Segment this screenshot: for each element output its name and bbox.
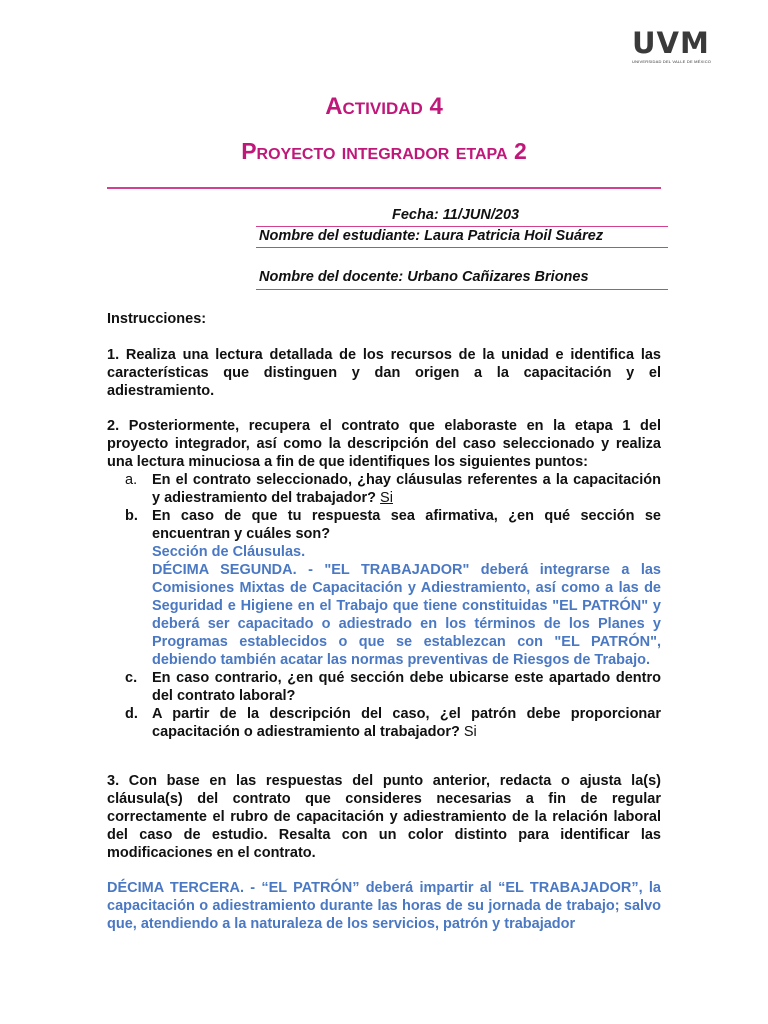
list-item-d (107, 705, 661, 741)
date-underline (256, 226, 668, 227)
title-divider (107, 187, 661, 189)
list-marker: b. (125, 508, 138, 524)
list-marker: c. (125, 670, 138, 686)
list-item-text: A partir de la descripción del caso, ¿el patrón debe proporcionar capacitación o adiestramiento al trabajador? (152, 706, 661, 740)
clause-decima-tercera: DÉCIMA TERCERA. - “EL PATRÓN” deberá impartir al “EL TRABAJADOR”, la capacitación o adiestramiento durante las horas de su jornada de trabajo; salvo que, atendiendo a la naturaleza de los servicios, patrón y trabajador (107, 880, 661, 932)
instruction-2-text: 2. Posteriormente, recupera el contrato que elaboraste en la etapa 1 del proyecto integrador, así como la descripción del caso seleccionado y realiza una lectura minuciosa a fin de que identifiques los siguientes puntos: (107, 418, 661, 470)
instruction-1: 1. Realiza una lectura detallada de los recursos de la unidad e identifica las características que distinguen y dan origen a la capacitación y el adiestramiento. (107, 347, 661, 399)
list-item-text: En caso de que tu respuesta sea afirmativa, ¿en qué sección se encuentran y cuáles son? (152, 508, 661, 542)
list-item-c (107, 669, 661, 705)
list-marker: a. (125, 472, 138, 488)
answer-b-clause: DÉCIMA SEGUNDA. - "EL TRABAJADOR" deberá integrarse a las Comisiones Mixtas de Capacitación y Adiestramiento, así como a las de Seguridad e Higiene en el Trabajo que tiene constituidas "EL PATRÓN" y deberá ser capacitado o adiestrado en los términos de los Planes y Programas establecidos o que se establezcan con "EL PATRÓN", debiendo también acatar las normas preventivas de Riesgos de Trabajo. (152, 562, 661, 668)
page-subtitle: Proyecto integrador etapa 2 (241, 138, 527, 164)
date-field: Fecha: 11/JUN/203 (392, 207, 520, 223)
student-name-field: Nombre del estudiante: Laura Patricia Hoil Suárez (259, 228, 604, 244)
page-title: Actividad 4 (325, 93, 443, 120)
instruction-3: 3. Con base en las respuestas del punto anterior, redacta o ajusta la(s) cláusula(s) del contrato que consideres necesarias a fin de regular correctamente el rubro de capacitación y adiestramiento de la relación laboral del caso de estudio. Resalta con un color distinto para identificar las modificaciones en el contrato. (107, 773, 661, 861)
list-item-a (107, 471, 661, 507)
uvm-logo (632, 28, 716, 64)
instructions-heading: Instrucciones: (107, 311, 207, 327)
list-item-text: En caso contrario, ¿en qué sección debe ubicarse este apartado dentro del contrato laboral? (152, 670, 661, 704)
answer-d: Si (463, 724, 477, 740)
list-item-b (107, 507, 661, 669)
teacher-name-field: Nombre del docente: Urbano Cañizares Briones (259, 269, 589, 285)
logo-text: UVM (632, 26, 710, 60)
list-marker: d. (125, 706, 138, 722)
instruction-2 (107, 417, 661, 741)
teacher-underline (256, 289, 668, 290)
list-item-text: En el contrato seleccionado, ¿hay cláusulas referentes a la capacitación y adiestramiento del trabajador? (152, 472, 661, 506)
student-underline (256, 247, 668, 248)
answer-a: Si (380, 490, 393, 506)
answer-b-section: Sección de Cláusulas. (152, 544, 306, 560)
logo-subtitle: UNIVERSIDAD DEL VALLE DE MÉXICO (632, 59, 712, 64)
